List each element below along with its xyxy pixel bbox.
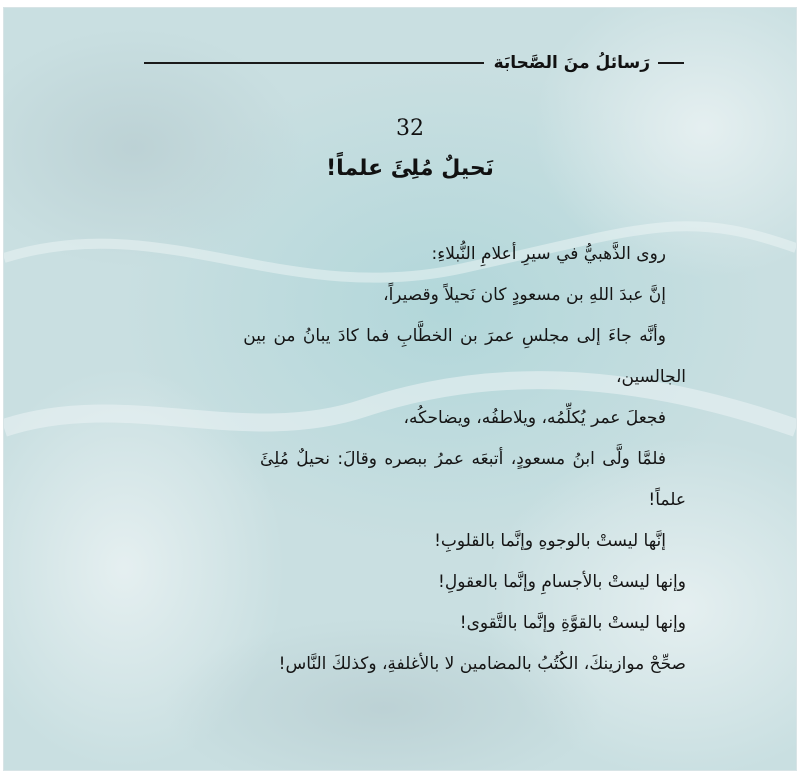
book-title: رَسائلُ منَ الصَّحابَة [493,53,650,73]
body-line: صحِّحْ موازينكَ، الكُتُبُ بالمضامين لا بالأغلفةِ، وكذلكَ النَّاس! [278,654,686,674]
chapter-number: 32 [396,116,424,141]
body-line: وإنها ليستْ بالأجسامِ وإنَّما بالعقولِ! [438,572,686,592]
body-line: فلمَّا ولَّى ابنُ مسعودٍ، أتبعَه عمرُ ببصره وقالَ: نحيلٌ مُلِئَ [259,449,666,469]
body-line: إنَّ عبدَ اللهِ بن مسعودٍ كان نَحيلاً وقصيراً، [383,285,666,305]
body-line: إنَّها ليستْ بالوجوهِ وإنَّما بالقلوبِ! [434,531,666,551]
running-header [144,50,684,76]
body-line: وإنها ليستْ بالقوَّةِ وإنَّما بالتَّقوى! [459,613,686,633]
chapter-title: نَحيلٌ مُلِئَ علماً! [326,156,494,181]
body-line: روى الذَّهبيُّ في سيرِ أعلامِ النُّبلاءِ: [431,244,666,264]
chapter-body [154,234,686,685]
body-line: الجالسين، [616,367,686,387]
body-line: فجعلَ عمر يُكلِّمُه، ويلاطفُه، ويضاحكُه، [403,408,666,428]
header-rule-short [658,62,684,64]
header-rule-long [144,62,484,64]
book-page [4,8,796,770]
body-line: وأنَّه جاءَ إلى مجلسِ عمرَ بن الخطَّابِ فما كادَ يبانُ من بين [243,326,666,346]
body-line: علماً! [648,490,686,510]
